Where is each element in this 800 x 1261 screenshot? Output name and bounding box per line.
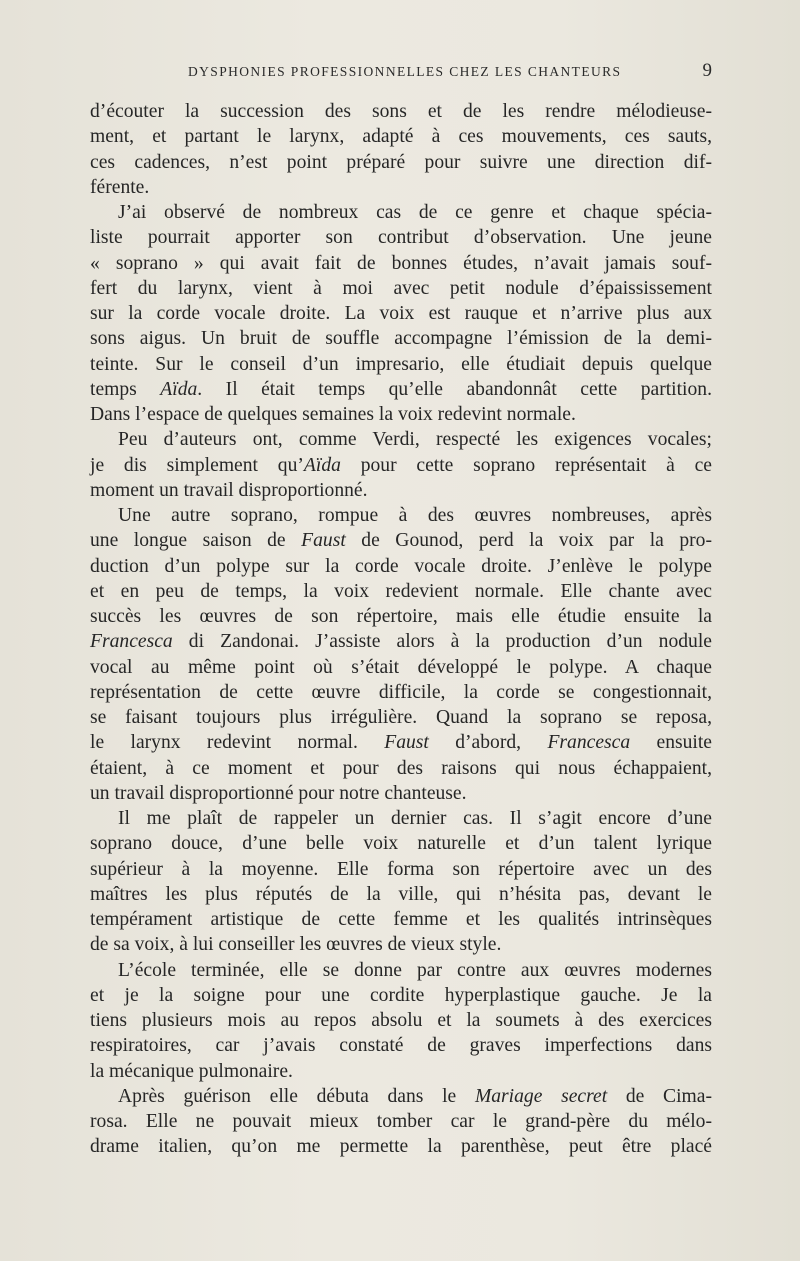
text-run: ensuite [630, 732, 712, 754]
text-run: tempérament artistique de cette femme et les qualités intrinsèques [90, 909, 712, 930]
paragraph [90, 200, 712, 427]
text-run: étaient, à ce moment et pour des raisons qui nous échappaient, [90, 757, 712, 779]
text-run: férente. [90, 176, 150, 198]
text-run: sons aigus. Un bruit de souffle accompagne l’émission de la demi- [90, 328, 712, 350]
text-line [90, 200, 712, 225]
text-line [90, 806, 712, 831]
body-text [90, 99, 712, 1160]
text-run: pour cette soprano représentait à ce [340, 454, 713, 476]
text-line [90, 276, 712, 301]
text-run: . Il était temps qu’elle abandonnât cette partition. [197, 378, 712, 400]
text-run: supérieur à la moyenne. Elle forma son répertoire avec un des [90, 858, 712, 880]
text-run: Après guérison elle débuta dans le [118, 1085, 475, 1107]
text-run: duction d’un polype sur la corde vocale droite. J’enlève le polype [90, 555, 712, 577]
italic-title: Francesca [90, 631, 173, 653]
text-line [90, 579, 712, 604]
text-line [90, 427, 712, 452]
text-line [90, 1008, 712, 1033]
text-line [90, 781, 712, 806]
text-line [90, 882, 712, 907]
text-run: vocal au même point où s’était développé le polype. A chaque [90, 656, 712, 678]
text-line [90, 377, 712, 402]
text-run: L’école terminée, elle se donne par contre aux œuvres modernes [118, 959, 712, 981]
text-line [90, 730, 712, 755]
text-run: temps [90, 378, 161, 400]
text-run: Il me plaît de rappeler un dernier cas. Il s’agit encore d’une [118, 808, 712, 829]
text-line [90, 124, 712, 149]
text-run: ment, et partant le larynx, adapté à ces mouvements, ces sauts, [90, 126, 712, 148]
text-run: succès les œuvres de son répertoire, mais elle étudie ensuite la [90, 606, 712, 627]
text-line [90, 1134, 712, 1159]
text-line [90, 604, 712, 629]
text-run: Peu d’auteurs ont, comme Verdi, respecté les exigences vocales; [118, 429, 712, 451]
text-line [90, 1109, 712, 1134]
text-line [90, 251, 712, 276]
text-line [90, 655, 712, 680]
text-line [90, 1033, 712, 1058]
text-run: ces cadences, n’est point préparé pour suivre une direction dif- [90, 151, 712, 173]
italic-title: Faust [384, 732, 429, 754]
text-run: Une autre soprano, rompue à des œuvres nombreuses, après [118, 505, 712, 526]
text-run: une longue saison de [90, 530, 302, 552]
paragraph [90, 503, 712, 806]
text-line [90, 528, 712, 553]
text-line [90, 907, 712, 932]
text-run: de Cima- [607, 1085, 712, 1107]
text-line [90, 99, 712, 124]
text-run: soprano douce, d’une belle voix naturelle et d’un talent lyrique [90, 833, 712, 855]
paragraph [90, 99, 712, 200]
text-line [90, 554, 712, 579]
paragraph [90, 806, 712, 958]
text-run: le larynx redevint normal. [90, 732, 385, 754]
page-header [88, 62, 714, 84]
text-run: de sa voix, à lui conseiller les œuvres de vieux style. [90, 934, 502, 956]
page-number: 9 [702, 60, 712, 81]
text-line [90, 478, 712, 503]
text-run: et en peu de temps, la voix redevient normale. Elle chante avec [90, 580, 712, 602]
text-line [90, 705, 712, 730]
paragraph [90, 427, 712, 503]
text-run: fert du larynx, vient à moi avec petit nodule d’épaississement [90, 277, 712, 299]
text-line [90, 503, 712, 528]
text-line [90, 352, 712, 377]
running-head: DYSPHONIES PROFESSIONNELLES CHEZ LES CHANTEURS [188, 64, 622, 79]
italic-title: Francesca [547, 732, 631, 754]
text-line [90, 301, 712, 326]
text-line [90, 175, 712, 200]
text-run: Dans l’espace de quelques semaines la voix redevint normale. [90, 404, 576, 425]
italic-title: Aïda [303, 454, 341, 476]
text-run: d’abord, [428, 732, 548, 754]
text-line [90, 932, 712, 957]
text-run: et je la soigne pour une cordite hyperplastique gauche. Je la [90, 984, 712, 1006]
text-run: liste pourrait apporter son contribut d’observation. Une jeune [90, 227, 712, 249]
text-line [90, 1084, 712, 1109]
italic-title: Faust [301, 530, 346, 552]
text-run: d’écouter la succession des sons et de les rendre mélodieuse- [90, 101, 712, 122]
text-run: rosa. Elle ne pouvait mieux tomber car le grand-père du mélo- [90, 1111, 712, 1132]
text-line [90, 402, 712, 427]
text-run: teinte. Sur le conseil d’un impresario, elle étudiait depuis quelque [90, 353, 712, 375]
text-run: moment un travail disproportionné. [90, 479, 368, 501]
text-run: respiratoires, car j’avais constaté de graves imperfections dans [90, 1035, 712, 1057]
text-line [90, 453, 712, 478]
text-line [90, 831, 712, 856]
paragraph [90, 1084, 712, 1160]
text-run: représentation de cette œuvre difficile, la corde se congestionnait, [90, 681, 712, 703]
paragraph [90, 958, 712, 1084]
text-run: J’ai observé de nombreux cas de ce genre et chaque spécia- [118, 202, 712, 223]
text-run: tiens plusieurs mois au repos absolu et la soumets à des exercices [90, 1010, 712, 1031]
text-run: de Gounod, perd la voix par la pro- [345, 530, 712, 552]
text-run: drame italien, qu’on me permette la parenthèse, peut être placé [90, 1136, 712, 1158]
text-run: je dis simplement qu’ [90, 454, 304, 476]
text-run: maîtres les plus réputés de la ville, qui n’hésita pas, devant le [90, 883, 712, 905]
text-line [90, 225, 712, 250]
text-run: se faisant toujours plus irrégulière. Quand la soprano se reposa, [90, 707, 712, 728]
text-run: sur la corde vocale droite. La voix est rauque et n’arrive plus aux [90, 303, 712, 324]
text-line [90, 857, 712, 882]
text-line [90, 958, 712, 983]
italic-title: Aïda [160, 378, 198, 400]
text-line [90, 983, 712, 1008]
text-line [90, 756, 712, 781]
text-line [90, 680, 712, 705]
text-line [90, 326, 712, 351]
italic-title: Mariage secret [474, 1085, 608, 1107]
text-run: un travail disproportionné pour notre chanteuse. [90, 782, 467, 804]
text-line [90, 629, 712, 654]
text-run: la mécanique pulmonaire. [90, 1060, 293, 1082]
text-line [90, 150, 712, 175]
text-line [90, 1059, 712, 1084]
text-run: di Zandonai. J’assiste alors à la production d’un nodule [172, 631, 712, 653]
text-run: « soprano » qui avait fait de bonnes études, n’avait jamais souf- [90, 252, 712, 274]
